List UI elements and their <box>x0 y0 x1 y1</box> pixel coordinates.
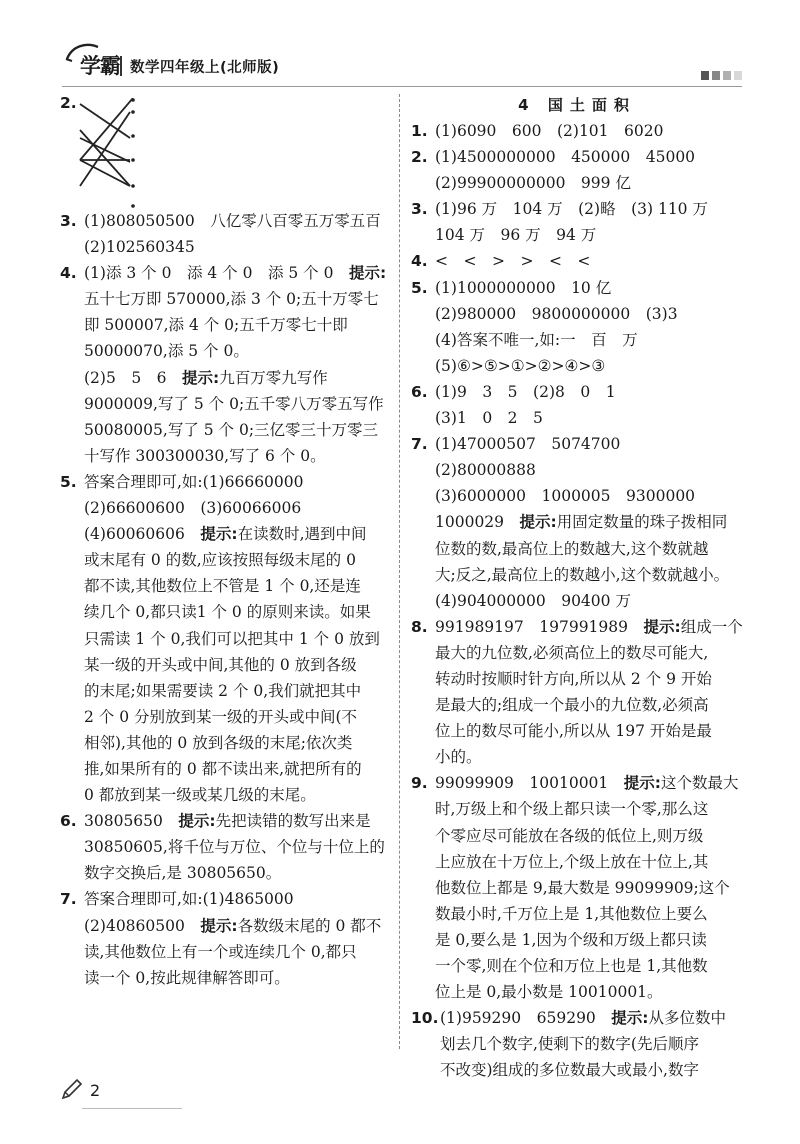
answer-text: 某一级的开头或中间,其他的 0 放到各级 <box>84 655 357 674</box>
answer-line <box>435 275 743 301</box>
matching-lines-diagram <box>78 98 198 210</box>
square-mark <box>723 71 731 80</box>
answer-text: 只需读 1 个 0,我们可以把其中 1 个 0 放到 <box>84 629 380 648</box>
answer-text: (1)添 3 个 0 添 4 个 0 添 5 个 0 <box>84 264 349 283</box>
answer-item <box>411 509 743 613</box>
answer-text: 读,其他数位上有一个或连续几个 0,都只 <box>84 942 357 961</box>
question-number: 3. <box>60 212 77 230</box>
hint-label: 提示: <box>611 1009 649 1028</box>
answer-line <box>435 248 743 274</box>
page-header <box>62 40 742 86</box>
answer-line <box>84 626 396 652</box>
question-number: 6. <box>60 812 77 831</box>
hint-label: 提示: <box>519 513 557 532</box>
question-number: 2. <box>411 148 428 167</box>
answer-line <box>435 927 743 953</box>
answer-text: 转动时按顺时针方向,所以从 2 个 9 开始 <box>435 669 712 688</box>
answer-line <box>84 730 396 756</box>
answer-text: 9000009,写了 5 个 0;五千零八万零五写作 <box>84 394 384 413</box>
answer-text: (1)1000000000 10 亿 <box>435 278 612 297</box>
answer-text: 续几个 0,都只读1 个 0 的原则来读。如果 <box>84 603 371 622</box>
answer-line <box>84 678 396 704</box>
answer-text: < < > > < < <box>435 252 591 271</box>
answer-text: 50000070,添 5 个 0。 <box>84 342 249 361</box>
hint-label: 提示: <box>178 812 216 831</box>
answer-line <box>84 834 396 860</box>
hint-text: 在读数时,遇到中间 <box>237 525 367 544</box>
hint-text: 各数级末尾的 0 都不 <box>237 916 382 935</box>
question-number: 8. <box>411 617 428 636</box>
pencil-icon <box>60 1077 84 1101</box>
answer-text: (2)40860500 <box>84 916 201 935</box>
answer-text: 推,如果所有的 0 都不读出来,就把所有的 <box>84 759 362 778</box>
answer-line <box>440 1031 743 1057</box>
book-title: 数学四年级上(北师版) <box>130 60 280 76</box>
answer-line <box>435 875 743 901</box>
answer-text: 读一个 0,按此规律解答即可。 <box>84 968 290 987</box>
hint-text: 用固定数量的珠子拨相同 <box>556 513 728 532</box>
answer-item <box>411 770 743 1005</box>
answer-line <box>435 849 743 875</box>
answer-text: 都不读,其他数位上不管是 1 个 0,还是连 <box>84 577 361 596</box>
answer-line <box>435 509 743 535</box>
footer-rule <box>82 1108 182 1109</box>
answer-line <box>435 588 743 614</box>
answer-text: 的末尾;如果需要读 2 个 0,我们就把其中 <box>84 681 362 700</box>
hint-text: 从多位数中 <box>648 1009 727 1028</box>
answer-line <box>435 614 743 640</box>
answer-line <box>435 431 743 457</box>
answer-text: (1)96 万 104 万 (2)略 (3) 110 万 <box>435 200 708 219</box>
answer-text: 即 500007,添 4 个 0;五千万零七十即 <box>84 316 348 335</box>
answer-line <box>435 379 743 405</box>
answer-text: 0 都放到某一级或某几级的末尾。 <box>84 786 316 805</box>
question-number: 5. <box>411 278 428 297</box>
answer-text: 位上是 0,最小数是 10010001。 <box>435 983 663 1002</box>
answer-text: (4)60060606 <box>84 525 201 544</box>
answer-item-3 <box>60 208 396 260</box>
answer-text: 五十七万即 570000,添 3 个 0;五十万零七 <box>84 290 379 309</box>
answer-text: (4)答案不唯一,如:一 百 万 <box>435 330 638 349</box>
answer-line <box>435 666 743 692</box>
q2-matching-diagram <box>60 90 396 208</box>
answer-line <box>84 965 396 991</box>
answer-line <box>435 327 743 353</box>
answer-text: (2)80000888 <box>435 461 536 480</box>
answer-line <box>84 312 396 338</box>
answer-text: (3)1 0 2 5 <box>435 409 543 428</box>
answer-text: 上应放在十万位上,个级上放在十位上,其 <box>435 852 709 871</box>
section-title <box>411 90 743 116</box>
answer-item <box>411 614 743 771</box>
hint-label: 提示: <box>200 525 238 544</box>
answer-text: 相邻),其他的 0 放到各级的末尾;依次类 <box>84 733 353 752</box>
answer-line <box>435 483 743 509</box>
answer-line <box>435 796 743 822</box>
answer-text: 个零应尽可能放在各级的低位上,则万级 <box>435 826 704 845</box>
answer-item <box>411 275 743 379</box>
answer-line <box>84 338 396 364</box>
answer-line <box>84 417 396 443</box>
answer-line <box>84 547 396 573</box>
answer-line <box>435 770 743 796</box>
answer-line <box>435 979 743 1005</box>
answer-line <box>435 118 743 144</box>
answer-line <box>84 756 396 782</box>
question-number: 5. <box>60 472 77 491</box>
answer-item <box>411 144 743 196</box>
answer-text: 数最小时,千万位上是 1,其他数位上要么 <box>435 904 708 923</box>
hint-label: 提示: <box>623 774 661 793</box>
hint-label: 提示: <box>348 264 387 283</box>
answer-text: 答案合理即可,如:(1)66660000 <box>84 472 304 491</box>
left-column <box>60 90 396 991</box>
hint-text: 这个数最大 <box>661 774 739 793</box>
answer-line <box>435 692 743 718</box>
answer-text: 他数位上都是 9,最大数是 99099909;这个 <box>435 878 730 897</box>
answer-text: 位上的数尽可能小,所以从 197 开始是最 <box>435 722 712 741</box>
answer-text: (1)959290 659290 <box>440 1009 612 1028</box>
question-number: 1. <box>411 122 428 140</box>
square-mark <box>712 71 720 80</box>
answer-line <box>435 718 743 744</box>
answer-line <box>435 536 743 562</box>
answer-line <box>84 469 396 495</box>
question-number: 2. <box>60 94 77 112</box>
answer-line <box>84 808 396 834</box>
answer-text: (2)66600600 (3)60066006 <box>84 499 302 518</box>
answer-text: 50080005,写了 5 个 0;三亿零三十万零三 <box>84 420 379 439</box>
answer-text: 大;反之,最高位上的数越小,这个数就越小。 <box>435 565 730 584</box>
question-number: 7. <box>60 890 77 909</box>
answer-text: 2 个 0 分别放到某一级的开头或中间(不 <box>84 707 358 726</box>
answer-item <box>411 379 743 431</box>
answer-text: 最大的九位数,必须高位上的数尽可能大, <box>435 643 709 662</box>
answer-text: 位数的数,最高位上的数越大,这个数就越 <box>435 539 709 558</box>
answer-line <box>84 443 396 469</box>
answer-item <box>411 118 743 144</box>
answer-line <box>435 457 743 483</box>
question-number: 10. <box>411 1009 439 1028</box>
answer-line <box>440 1005 743 1031</box>
answer-line <box>84 860 396 886</box>
answer-line <box>84 391 396 417</box>
answer-text: 1000029 <box>435 513 520 532</box>
answer-text: 是 0,要么是 1,因为个级和万级上都只读 <box>435 930 707 949</box>
answer-text: 一个零,则在个位和万位上也是 1,其他数 <box>435 957 708 975</box>
answer-line <box>440 1057 743 1083</box>
square-mark <box>701 71 709 80</box>
answer-text: (2)5 5 6 <box>84 368 183 387</box>
answer-line <box>84 286 396 312</box>
answer-line <box>84 704 396 730</box>
answer-text: 答案合理即可,如:(1)4865000 <box>84 890 294 909</box>
answer-line <box>435 405 743 431</box>
answer-item-4 <box>60 260 396 469</box>
answer-line <box>84 913 396 939</box>
answer-line <box>84 939 396 965</box>
answer-text: (1)6090 600 (2)101 6020 <box>435 122 664 140</box>
decorative-squares <box>698 65 742 84</box>
answer-line <box>435 222 743 248</box>
answer-text: (1)47000507 5074700 <box>435 435 621 454</box>
section-number: 4 <box>518 96 536 114</box>
answer-item <box>411 431 743 509</box>
answer-line <box>84 260 396 286</box>
logo <box>62 42 120 78</box>
logo-text: 学霸 <box>80 54 120 78</box>
hint-label: 提示: <box>200 916 238 935</box>
answer-text: (3)6000000 1000005 9300000 <box>435 487 696 506</box>
answer-line <box>435 353 743 379</box>
answer-line <box>435 953 743 979</box>
question-number: 7. <box>411 435 428 454</box>
answer-text: 时,万级上和个级上都只读一个零,那么这 <box>435 800 709 819</box>
answer-line <box>84 521 396 547</box>
hint-text: 先把读错的数写出来是 <box>215 812 371 831</box>
answer-text: 30805650 <box>84 812 179 831</box>
answer-line <box>435 196 743 222</box>
header-separator <box>120 56 122 76</box>
answer-line: (1)808050500 八亿零八百零五万零五百 <box>84 212 381 230</box>
answer-text: 十写作 300300030,写了 6 个 0。 <box>84 446 326 465</box>
answer-text: (2)99900000000 999 亿 <box>435 174 631 193</box>
column-divider <box>399 94 400 1049</box>
answer-line <box>435 301 743 327</box>
page-number: 2 <box>90 1081 101 1100</box>
question-number: 6. <box>411 382 428 401</box>
answer-item-5 <box>60 469 396 808</box>
answer-text: 30850605,将千位与万位、个位与十位上的 <box>84 838 385 857</box>
answer-text: 不改变)组成的多位数最大或最小,数字 <box>440 1061 699 1080</box>
answer-line <box>435 144 743 170</box>
answer-text: 99099909 10010001 <box>435 774 624 793</box>
answer-text: 划去几个数字,使剩下的数字(先后顺序 <box>440 1035 699 1054</box>
answer-item <box>411 248 743 274</box>
answer-line <box>84 573 396 599</box>
question-number: 3. <box>411 200 428 219</box>
answer-line <box>84 365 396 391</box>
section-name: 国土面积 <box>547 96 636 114</box>
answer-text: (1)4500000000 450000 45000 <box>435 148 696 167</box>
answer-text: 小的。 <box>435 748 482 767</box>
answer-line <box>435 562 743 588</box>
answer-line <box>435 744 743 770</box>
answer-line <box>84 495 396 521</box>
answer-text: (1)9 3 5 (2)8 0 1 <box>435 382 616 401</box>
square-mark <box>734 71 742 80</box>
answer-line <box>435 823 743 849</box>
answer-text: 数字交换后,是 30805650。 <box>84 864 282 883</box>
answer-text: (5)⑥>⑤>①>②>④>③ <box>435 356 606 375</box>
answer-text: 991989197 197991989 <box>435 617 644 636</box>
answer-line <box>435 901 743 927</box>
question-number: 9. <box>411 774 428 793</box>
answer-item-7 <box>60 886 396 990</box>
answer-text: 或末尾有 0 的数,应该按照每级末尾的 0 <box>84 551 356 570</box>
answer-item <box>411 1005 743 1083</box>
answer-text: (2)980000 9800000000 (3)3 <box>435 304 678 323</box>
hint-label: 提示: <box>182 368 220 387</box>
question-number: 4. <box>60 264 77 283</box>
answer-item-6 <box>60 808 396 886</box>
answer-line <box>435 170 743 196</box>
hint-text: 组成一个 <box>680 617 743 636</box>
question-number: 4. <box>411 252 428 271</box>
answer-line <box>435 640 743 666</box>
answer-line <box>84 652 396 678</box>
right-column <box>411 90 743 1083</box>
hint-text: 九百万零九写作 <box>219 368 328 387</box>
hint-label: 提示: <box>643 617 681 636</box>
answer-line <box>84 599 396 625</box>
answer-item <box>411 196 743 248</box>
answer-line <box>84 782 396 808</box>
header-rule <box>62 86 742 87</box>
answer-line <box>84 886 396 912</box>
answer-text: 是最大的;组成一个最小的九位数,必须高 <box>435 696 709 715</box>
page-footer <box>60 1075 400 1109</box>
answer-line: (2)102560345 <box>84 238 195 257</box>
answer-text: 104 万 96 万 94 万 <box>435 226 597 245</box>
answer-text: (4)904000000 90400 万 <box>435 591 631 610</box>
